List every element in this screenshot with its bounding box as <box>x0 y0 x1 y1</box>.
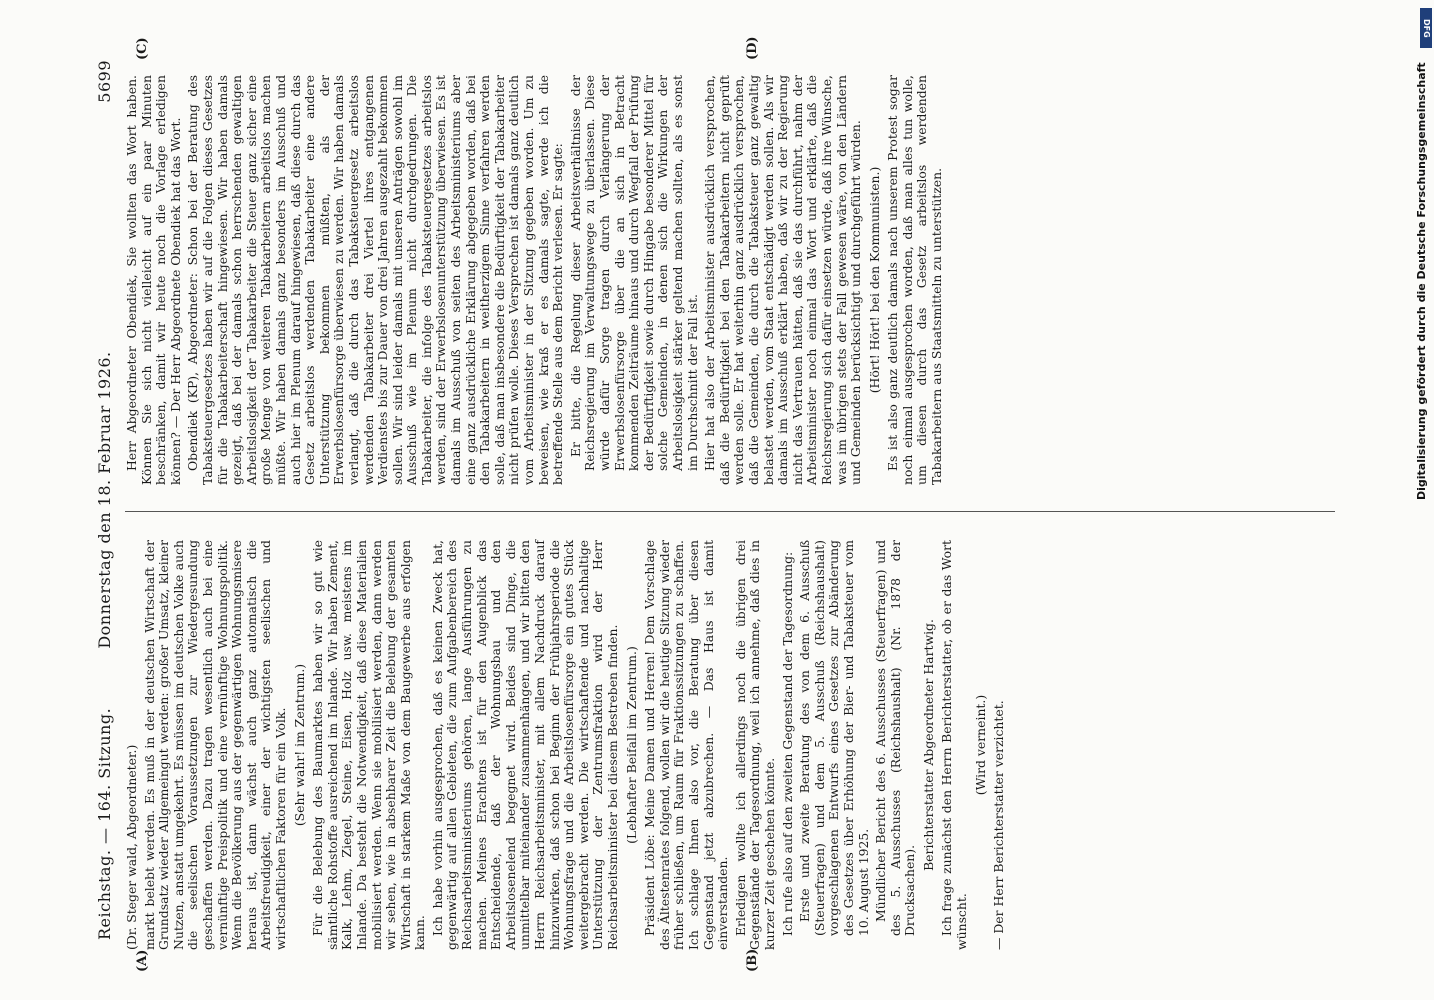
paragraph-president: Präsident Löbe: Meine Damen und Herren! Dem Vorschlage des Ältestenrates folgend, wollen wir die heutige Sitzung wieder früher schließen, um Raum für Fraktionssitzungen zu schaffen. Ich schlage Ihnen also vor, die Beratung über diesen Gegenstand jetzt abzubrechen. — Das Haus ist damit einverstanden. <box>642 540 731 950</box>
marker-a: (A) <box>135 949 150 972</box>
running-head <box>95 60 117 940</box>
paragraph: Ich frage zunächst den Herrn Berichterstatter, ob er das Wort wünscht. <box>939 540 970 950</box>
paragraph: Herr Abgeordneter Obendiek, Sie wollten das Wort haben. Können Sie sich nicht vielleicht auf ein paar Minuten beschränken, damit wir heute noch die Vorlage erledigen können? — Der Herr Abgeordnete Obendiek hat das Wort. <box>124 75 183 485</box>
funding-note: Digitalisierung gefördert durch die Deutsche Forschungsgemeinschaft <box>1415 62 1428 500</box>
header-session: Reichstag. — 164. Sitzung. <box>95 707 114 940</box>
rapporteur: Berichterstatter Abgeordneter Hartwig. <box>920 619 936 871</box>
header-date: Donnerstag den 18. Februar 1926. <box>95 351 114 649</box>
speaker-attribution: (Dr. Steger wald, Abgeordneter.) <box>124 744 139 950</box>
agenda-report: Mündlicher Bericht des 6. Ausschusses (Steuerfragen) und des 5. Ausschusses (Reichshaushalt) (Nr. 1878 der Drucksachen). <box>873 540 918 936</box>
right-column <box>125 75 948 485</box>
paragraph: Für die Belebung des Baumarktes haben wir so gut wie sämtliche Rohstoffe ausreichend im Inlande. Wir haben Zement, Kalk, Lehm, Ziegel, Steine, Eisen, Holz usw. meistens im Inlande. Da besteht die Notwendigkeit, daß diese Materialien mobilisiert werden. Wenn sie mobilisiert werden, dann werden wir sehen, wie in absehbarer Zeit die Belebung der gesamten Wirtschaft in starkem Maße von dem Baugewerbe aus erfolgen kann. <box>310 540 428 950</box>
interjection: (Sehr wahr! im Zentrum.) <box>291 663 307 827</box>
quotation: Er bitte, die Regelung dieser Arbeitsverhältnisse der Reichsregierung im Verwaltungswege zu überlassen. Diese würde dafür Sorge tragen durch Verlängerung der Erwerbslosenfürsorge über die an sich in Betracht kommenden Zeiträume hinaus und durch Wegfall der Prüfung der Bedürftigkeit sowie durch Hingabe besonderer Mittel für solche Gemeinden, in denen sich die Wirkungen der Arbeitslosigkeit stärker geltend machen sollten, als es sonst im Durchschnitt der Fall ist. <box>567 75 700 471</box>
paragraph: Ich habe vorhin ausgesprochen, daß es keinen Zweck hat, gegenwärtig auf allen Gebieten, die zum Aufgabenbereich des Reichsarbeitsministeriums gehören, lange Ausführungen zu machen. Meines Erachtens ist für den Augenblick das Entscheidende, daß der Wohnungsbau und den Arbeitslosenelend begegnet wird. Beides sind Dinge, die unmittelbar miteinander zusammenhängen, und wir bitten den Herrn Reichsarbeitsminister, mit allem Nachdruck darauf hinzuwirken, daß schon bei Beginn der Frühjahrsperiode die Wohnungsfrage und die Arbeitslosenfürsorge ein gutes Stück weitergebracht werden. Die wirtschaftende und nachhaltige Unterstützung der Zentrumsfraktion wird der Herr Reichsarbeitsminister bei diesem Bestreben finden. <box>429 540 620 950</box>
paragraph: markt belebt werden. Es muß in der deutschen Wirtschaft der Grundsatz wieder Allgemeingut werden: großer Umsatz, kleiner Nutzen, anstatt umgekehrt. Es müssen im deutschen Volke auch die seelischen Voraussetzungen zur Wiedergesundung geschaffen werden. Dazu tragen wesentlich auch bei eine vernünftige Preispolitik und eine vernünftige Wohnungspolitik. Wenn die Bevölkerung aus der gegenwärtigen Wohnungsmisere heraus ist, dann wächst auch ganz automatisch die Arbeitsfreudigkeit, einer der wichtigsten seelischen und wirtschaftlichen Faktoren für ein Volk. <box>141 540 288 950</box>
interjection: (Lebhafter Beifall im Zentrum.) <box>623 646 639 844</box>
interjection: (Hört! Hört! bei den Kommunisten.) <box>866 166 882 394</box>
marker-c: (C) <box>135 37 150 60</box>
paragraph: Ich rufe also auf den zweiten Gegenstand der Tagesordnung: <box>779 551 795 936</box>
paragraph: — Der Herr Berichterstatter verzichtet. <box>991 700 1007 950</box>
rotated-page <box>95 36 1355 972</box>
left-column <box>125 540 1010 950</box>
page-number: 5699 <box>95 60 114 103</box>
agenda-item: Erste und zweite Beratung des von dem 6. Ausschuß (Steuerfragen) und dem 5. Ausschuß (Reichshaushalt) vorgeschlagenen Entwurfs eines Gesetzes zur Abänderung des Gesetzes über Erhöhung der Bier- und Tabaksteuer vom 10. August 1925. <box>797 540 871 936</box>
dfg-logo: DFG <box>1420 8 1432 48</box>
marker-b: (B) <box>745 948 760 972</box>
interjection: (Wird verneint.) <box>972 694 988 796</box>
paragraph: Erledigen wollte ich allerdings noch die übrigen drei Gegenstände der Tagesordnung, weil ich annehme, daß dies in kurzer Zeit geschehen könnte. <box>732 540 777 950</box>
paragraph: Es ist also ganz deutlich damals nach unserem Protest sogar noch einmal ausgesprochen worden, daß man alles tun wolle, um diesen durch das Gesetz arbeitslos werdenden Tabakarbeitern aus Staatsmitteln zu unterstützen. <box>885 75 945 485</box>
paragraph-speech: Obendiek (KP), Abgeordneter: Schon bei der Beratung des Tabaksteuergesetzes haben wir auf die Folgen dieses Gesetzes für die Tabakarbeiterschaft hingewiesen. Wir haben damals gezeigt, daß bei der damals schon herrschenden gewaltigen Arbeitslosigkeit der Tabakarbeiter die Steuer ganz sicher eine große Menge von weiteren Tabakarbeitern arbeitslos machen müßte. Wir haben damals ganz besonders im Ausschuß und auch hier im Plenum darauf hingewiesen, daß diese durch das Gesetz arbeitslos werdenden Tabakarbeiter eine andere Unterstützung bekommen müßten, als der Erwerbslosenfürsorge überwiesen zu werden. Wir haben damals verlangt, daß die durch das Tabaksteuergesetz arbeitslos werdenden Tabakarbeiter drei Viertel ihres entgangenen Verdienstes bis zur Dauer von drei Jahren ausgezahlt bekommen sollen. Wir sind leider damals mit unseren Anträgen sowohl im Ausschuß wie im Plenum nicht durchgedrungen. Die Tabakarbeiter, die infolge des Tabaksteuergesetzes arbeitslos werden, sind der Erwerbslosenunterstützung überwiesen. Es ist damals im Ausschuß von seiten des Arbeitsministeriums aber eine ganz ausdrückliche Erklärung abgegeben worden, daß bei den Tabakarbeitern in weitherzigem Sinne verfahren werden solle, daß man insbesondere die Bedürftigkeit der Tabakarbeiter nicht prüfen wolle. Dieses Versprechen ist damals ganz deutlich vom Arbeitsminister in der Sitzung gegeben worden. Um zu beweisen, wie kraß er es damals sagte, werde ich die betreffende Stelle aus dem Bericht verlesen. Er sagte: <box>185 75 566 485</box>
column-divider <box>125 511 1335 512</box>
marker-d: (D) <box>745 36 760 60</box>
paragraph: Hier hat also der Arbeitsminister ausdrücklich versprochen, daß die Bedürftigkeit bei den Tabakarbeitern nicht geprüft werden solle. Er hat weiterhin ganz ausdrücklich versprochen, daß die Gemeinden, die durch die Tabaksteuer ganz gewaltig belastet werden, vom Staat entschädigt werden sollen. Als wir damals im Ausschuß erklärt haben, daß wir zu der Regierung nicht das Vertrauen hätten, daß sie das durchführt, nahm der Arbeitsminister noch einmal das Wort und erklärte, daß die Reichsregierung sich dafür einsetzen würde, daß ihre Wünsche, was im übrigen stets der Fall gewesen wäre, von den Ländern und Gemeinden berücksichtigt und durchgeführt würden. <box>702 75 864 485</box>
